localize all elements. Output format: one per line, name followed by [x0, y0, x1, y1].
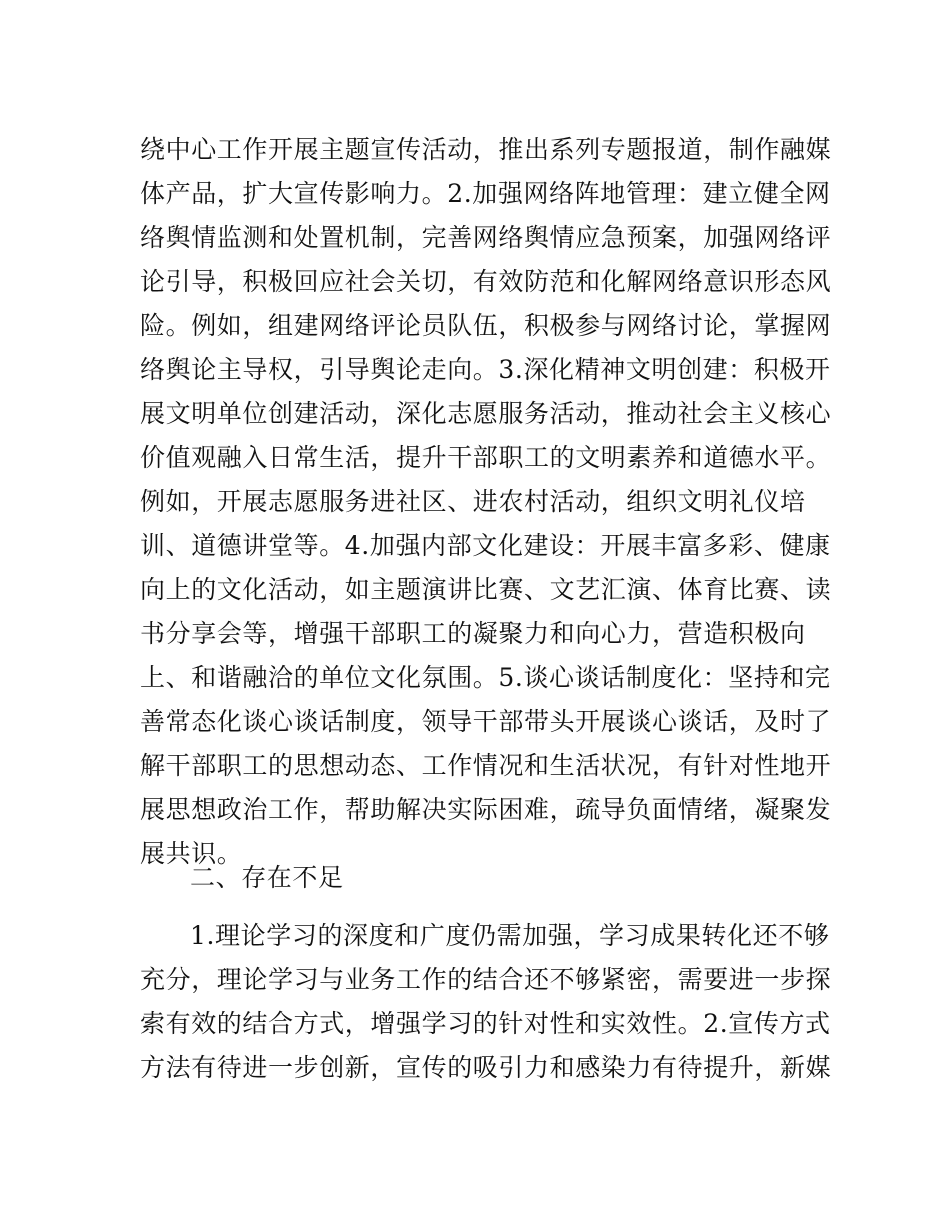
text-line: 险。例如，组建网络评论员队伍，积极参与网络讨论，掌握网: [140, 311, 832, 340]
body-paragraph-2: [140, 914, 832, 1090]
text-line: 上、和谐融洽的单位文化氛围。5.谈心谈话制度化：坚持和完: [140, 663, 831, 692]
section-heading: [140, 856, 820, 900]
section-heading-text: 二、存在不足: [190, 863, 344, 892]
text-line: 解干部职工的思想动态、工作情况和生活状况，有针对性地开: [140, 751, 832, 780]
text-line: 训、道德讲堂等。4.加强内部文化建设：开展丰富多彩、健康: [140, 531, 831, 560]
text-line: 书分享会等，增强干部职工的凝聚力和向心力，营造积极向: [140, 619, 806, 648]
text-line: 络舆论主导权，引导舆论走向。3.深化精神文明创建：积极开: [140, 355, 831, 384]
text-line: 展思想政治工作，帮助解决实际困难，疏导负面情绪，凝聚发: [140, 795, 832, 824]
text-line: 1.理论学习的深度和广度仍需加强，学习成果转化还不够: [190, 921, 830, 950]
text-line: 善常态化谈心谈话制度，领导干部带头开展谈心谈话，及时了: [140, 707, 832, 736]
text-line: 展共识。: [140, 839, 243, 868]
text-line: 体产品，扩大宣传影响力。2.加强网络阵地管理：建立健全网: [140, 179, 831, 208]
text-line: 论引导，积极回应社会关切，有效防范和化解网络意识形态风: [140, 267, 832, 296]
text-line: 展文明单位创建活动，深化志愿服务活动，推动社会主义核心: [140, 399, 832, 428]
text-line: 绕中心工作开展主题宣传活动，推出系列专题报道，制作融媒: [140, 135, 832, 164]
text-line: 例如，开展志愿服务进社区、进农村活动，组织文明礼仪培: [140, 487, 806, 516]
body-paragraph-1: [140, 128, 832, 876]
text-line: 价值观融入日常生活，提升干部职工的文明素养和道德水平。: [140, 443, 832, 472]
text-line: 方法有待进一步创新，宣传的吸引力和感染力有待提升，新媒: [140, 1053, 832, 1082]
text-line: 向上的文化活动，如主题演讲比赛、文艺汇演、体育比赛、读: [140, 575, 832, 604]
text-line: 充分，理论学习与业务工作的结合还不够紧密，需要进一步探: [140, 965, 832, 994]
text-line: 络舆情监测和处置机制，完善网络舆情应急预案，加强网络评: [140, 223, 832, 252]
text-line: 索有效的结合方式，增强学习的针对性和实效性。2.宣传方式: [140, 1009, 831, 1038]
